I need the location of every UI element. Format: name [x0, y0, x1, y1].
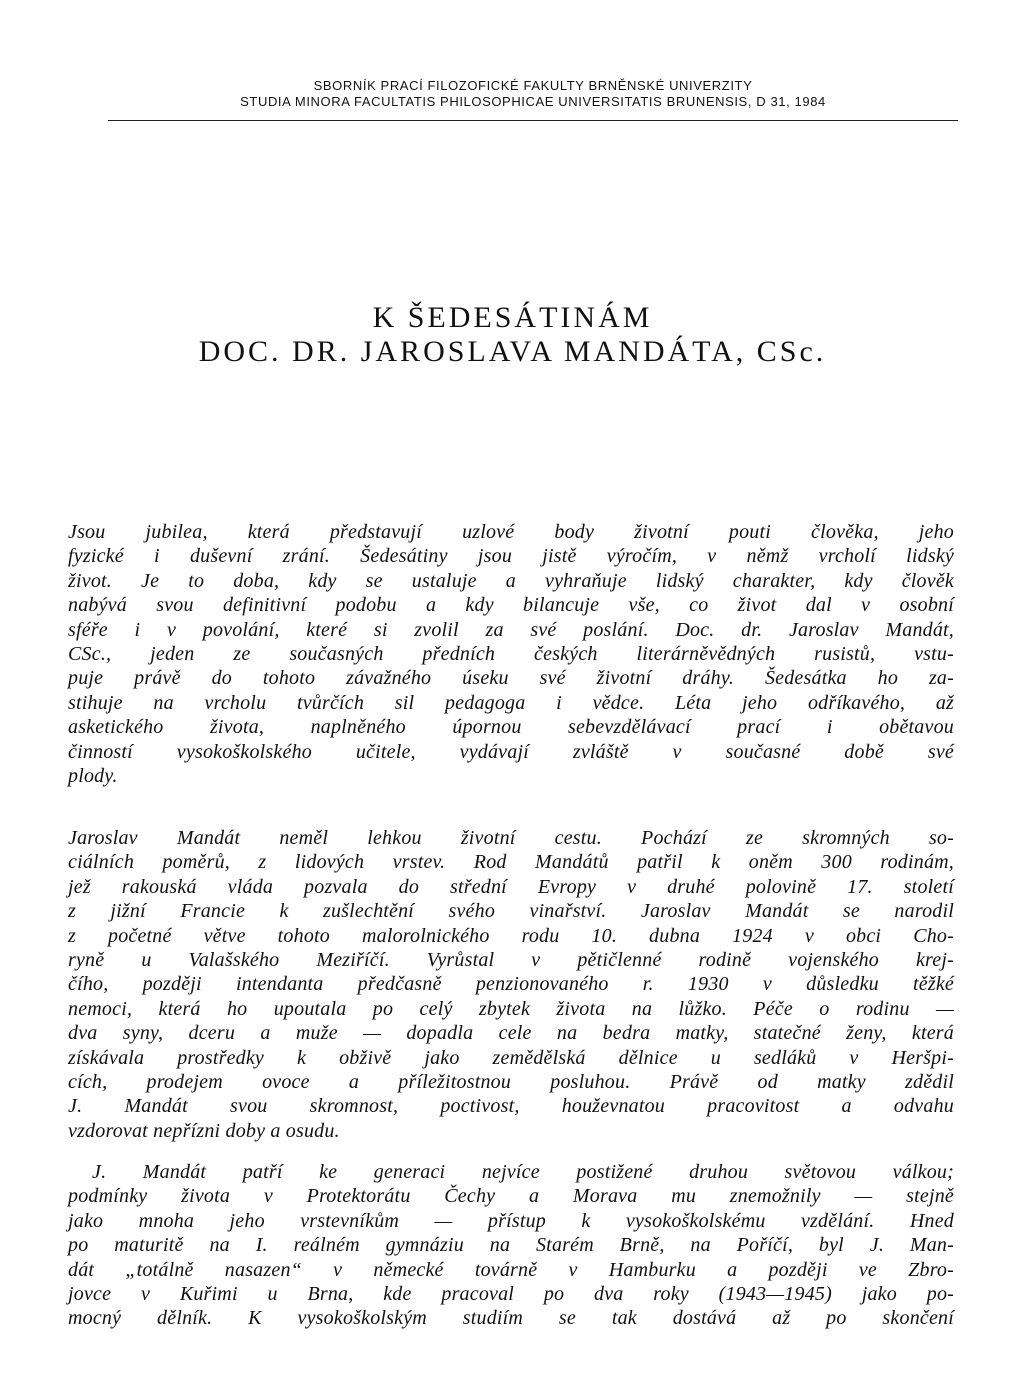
text-line: cích, prodejem ovoce a příležitostnou posluhou. Právě od matky zdědil	[68, 1070, 954, 1093]
journal-header	[108, 78, 958, 110]
paragraph-1	[68, 520, 954, 788]
text-line: činností vysokoškolského učitele, vydávají zvláště v současné době své	[68, 740, 954, 763]
text-line: nemoci, která ho upoutala po celý zbytek života na lůžko. Péče o rodinu —	[68, 997, 954, 1020]
text-line: Jsou jubilea, která představují uzlové body životní pouti člověka, jeho	[68, 521, 954, 543]
text-line: po maturitě na I. reálném gymnáziu na Starém Brně, na Poříčí, byl J. Man-	[68, 1234, 954, 1257]
article-title-line-2: DOC. DR. JAROSLAVA MANDÁTA, CSc.	[198, 335, 827, 368]
paragraph-2	[68, 826, 954, 1143]
text-line: čího, později intendanta předčasně penzionovaného r. 1930 v důsledku těžké	[68, 973, 954, 996]
text-line: získávala prostředky k obživě jako zemědělská dělnice u sedláků v Heršpi-	[68, 1046, 954, 1069]
text-line: J. Mandát svou skromnost, poctivost, houževnatou pracovitost a odvahu	[68, 1095, 954, 1118]
text-line: z jižní Francie k zušlechtění svého vinařství. Jaroslav Mandát se narodil	[68, 900, 954, 923]
article-title-line-1: K ŠEDESÁTINÁM	[372, 301, 653, 334]
text-line: život. Je to doba, kdy se ustaluje a vyhraňuje lidský charakter, kdy člověk	[68, 569, 954, 592]
text-line: stihuje na vrcholu tvůrčích sil pedagoga i vědce. Léta jeho odříkavého, až	[68, 691, 954, 714]
text-line: z početné větve tohoto malorolnického rodu 10. dubna 1924 v obci Cho-	[68, 924, 954, 947]
text-line: dva syny, dceru a muže — dopadla cele na bedra matky, statečné ženy, která	[68, 1022, 954, 1045]
text-line: ryně u Valašského Meziříčí. Vyrůstal v pětičlenné rodině vojenského krej-	[68, 948, 954, 971]
text-line: podmínky života v Protektorátu Čechy a Morava mu znemožnily — stejně	[68, 1185, 954, 1208]
text-line: ciálních poměrů, z lidových vrstev. Rod Mandátů patřil k oněm 300 rodinám,	[68, 851, 954, 874]
text-line: Jaroslav Mandát neměl lehkou životní cestu. Pochází ze skromných so-	[68, 827, 954, 849]
text-line: mocný dělník. K vysokoškolským studiím se tak dostává až po skončení	[68, 1307, 954, 1330]
journal-header-line-1: SBORNÍK PRACÍ FILOZOFICKÉ FAKULTY BRNĚNSKÉ UNIVERZITY	[313, 78, 753, 93]
text-line: fyzické i duševní zrání. Šedesátiny jsou jistě výročím, v němž vrcholí lidský	[68, 545, 954, 568]
header-divider	[108, 120, 958, 121]
text-line: J. Mandát patří ke generaci nejvíce postižené druhou světovou válkou;	[92, 1161, 954, 1183]
text-line: nabývá svou definitivní podobu a kdy bilancuje vše, co život dal v osobní	[68, 594, 954, 617]
text-line: jež rakouská vláda pozvala do střední Evropy v druhé polovině 17. století	[68, 875, 954, 898]
text-line: sféře i v povolání, které si zvolil za své poslání. Doc. dr. Jaroslav Mandát,	[68, 618, 954, 641]
text-line: jovce v Kuřimi u Brna, kde pracoval po dva roky (1943—1945) jako po-	[68, 1282, 954, 1305]
journal-header-line-2: STUDIA MINORA FACULTATIS PHILOSOPHICAE UNIVERSITATIS BRUNENSIS, D 31, 1984	[240, 94, 826, 109]
text-line: dát „totálně nasazen“ v německé továrně v Hamburku a později ve Zbro-	[68, 1258, 954, 1281]
text-line: jako mnoha jeho vrstevníkům — přístup k vysokoškolskému vzdělání. Hned	[68, 1209, 954, 1232]
text-line: puje právě do tohoto závažného úseku své životní dráhy. Šedesátka ho za-	[68, 667, 954, 690]
paragraph-3	[68, 1160, 954, 1331]
text-line: vzdorovat nepřízni doby a osudu.	[68, 1119, 340, 1142]
text-line: plody.	[68, 764, 118, 787]
text-line: CSc., jeden ze současných předních českých literárněvědných rusistů, vstu-	[68, 642, 954, 665]
text-line: asketického života, naplněného úpornou sebevzdělávací prací i obětavou	[68, 716, 954, 739]
